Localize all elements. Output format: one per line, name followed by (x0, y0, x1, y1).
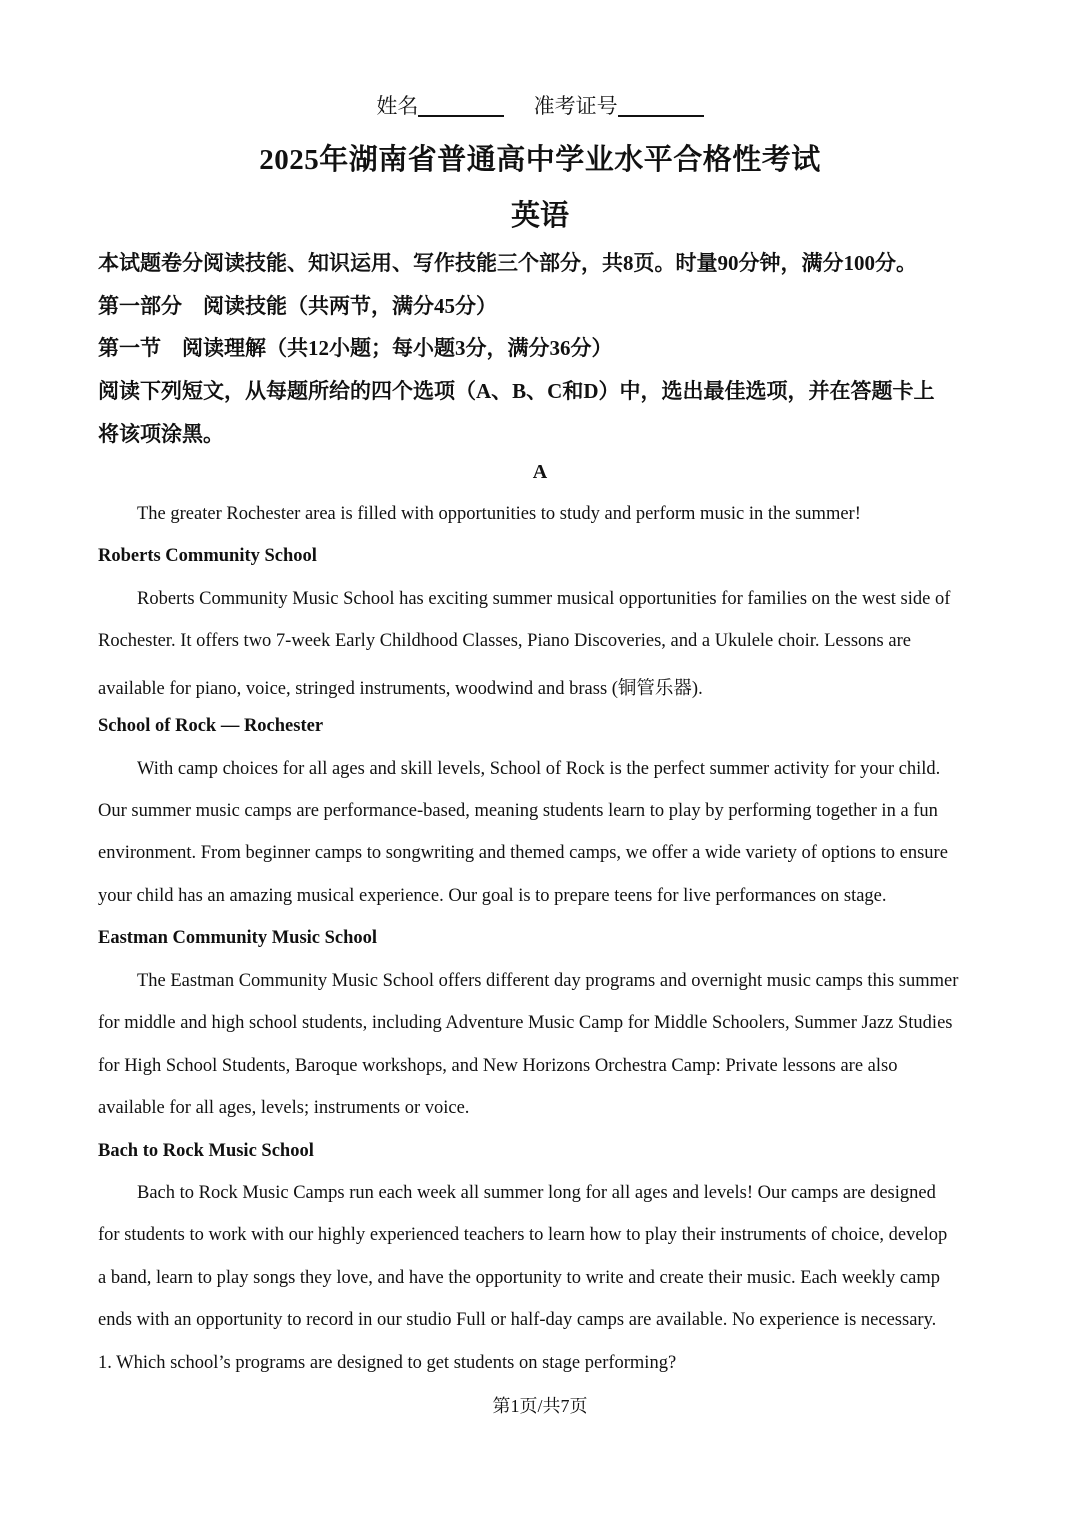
section-one-heading: 第一节 阅读理解（共12小题；每小题3分，满分36分） (98, 336, 613, 360)
page-number: 第1页/共7页 (492, 1396, 588, 1416)
exam-number-blank (618, 115, 704, 117)
name-label: 姓名 (376, 94, 419, 118)
paragraph-line: Our summer music camps are performance-based, meaning students learn to play by performing together in a fun (98, 801, 938, 821)
paragraph-line: With camp choices for all ages and skill levels, School of Rock is the perfect summer activity for your child. (137, 759, 941, 779)
paper-intro: 本试题卷分阅读技能、知识运用、写作技能三个部分，共8页。时量90分钟，满分100分。 (98, 251, 917, 275)
exam-title: 2025年湖南省普通高中学业水平合格性考试 (259, 144, 821, 176)
school-heading-roberts: Roberts Community School (98, 546, 317, 566)
paragraph-line: Bach to Rock Music Camps run each week all summer long for all ages and levels! Our camps are designed (137, 1183, 936, 1203)
paragraph-line: The Eastman Community Music School offers different day programs and overnight music camps this summer (137, 971, 959, 991)
question-1: 1. Which school’s programs are designed to get students on stage performing? (98, 1353, 677, 1373)
paragraph-line: Rochester. It offers two 7-week Early Childhood Classes, Piano Discoveries, and a Ukulele choir. Lessons are (98, 631, 911, 651)
paragraph-line: available for piano, voice, stringed instruments, woodwind and brass (铜管乐器). (98, 679, 703, 699)
school-heading-eastman: Eastman Community Music School (98, 928, 378, 948)
name-blank (418, 115, 504, 117)
paragraph-line: available for all ages, levels; instruments or voice. (98, 1098, 470, 1118)
school-heading-bach-to-rock: Bach to Rock Music School (98, 1141, 314, 1161)
school-heading-school-of-rock: School of Rock — Rochester (98, 716, 324, 736)
candidate-info-row (0, 90, 1080, 120)
paragraph-line: ends with an opportunity to record in our studio Full or half-day camps are available. No experience is necessary. (98, 1310, 937, 1330)
paragraph-line: your child has an amazing musical experience. Our goal is to prepare teens for live performances on stage. (98, 886, 887, 906)
paragraph-line: for students to work with our highly experienced teachers to learn how to play their instruments of choice, develop (98, 1225, 948, 1245)
paragraph-line: Roberts Community Music School has exciting summer musical opportunities for families on the west side of (137, 589, 951, 609)
directions-line-2: 将该项涂黑。 (98, 422, 224, 446)
passage-intro: The greater Rochester area is filled with opportunities to study and perform music in the summer! (137, 504, 861, 524)
passage-letter: A (532, 461, 548, 483)
exam-number-label: 准考证号 (533, 94, 618, 118)
directions-line-1: 阅读下列短文，从每题所给的四个选项（A、B、C和D）中，选出最佳选项，并在答题卡上 (98, 379, 935, 403)
part-one-heading: 第一部分 阅读技能（共两节，满分45分） (98, 294, 497, 318)
paragraph-line: for middle and high school students, including Adventure Music Camp for Middle Schoolers, Summer Jazz Studies (98, 1013, 953, 1033)
paragraph-line: a band, learn to play songs they love, and have the opportunity to write and create their music. Each weekly camp (98, 1268, 940, 1288)
paragraph-line: environment. From beginner camps to songwriting and themed camps, we offer a wide variety of options to ensure (98, 843, 948, 863)
paragraph-line: for High School Students, Baroque workshops, and New Horizons Orchestra Camp: Private lessons are also (98, 1056, 898, 1076)
subject-title: 英语 (510, 200, 569, 232)
